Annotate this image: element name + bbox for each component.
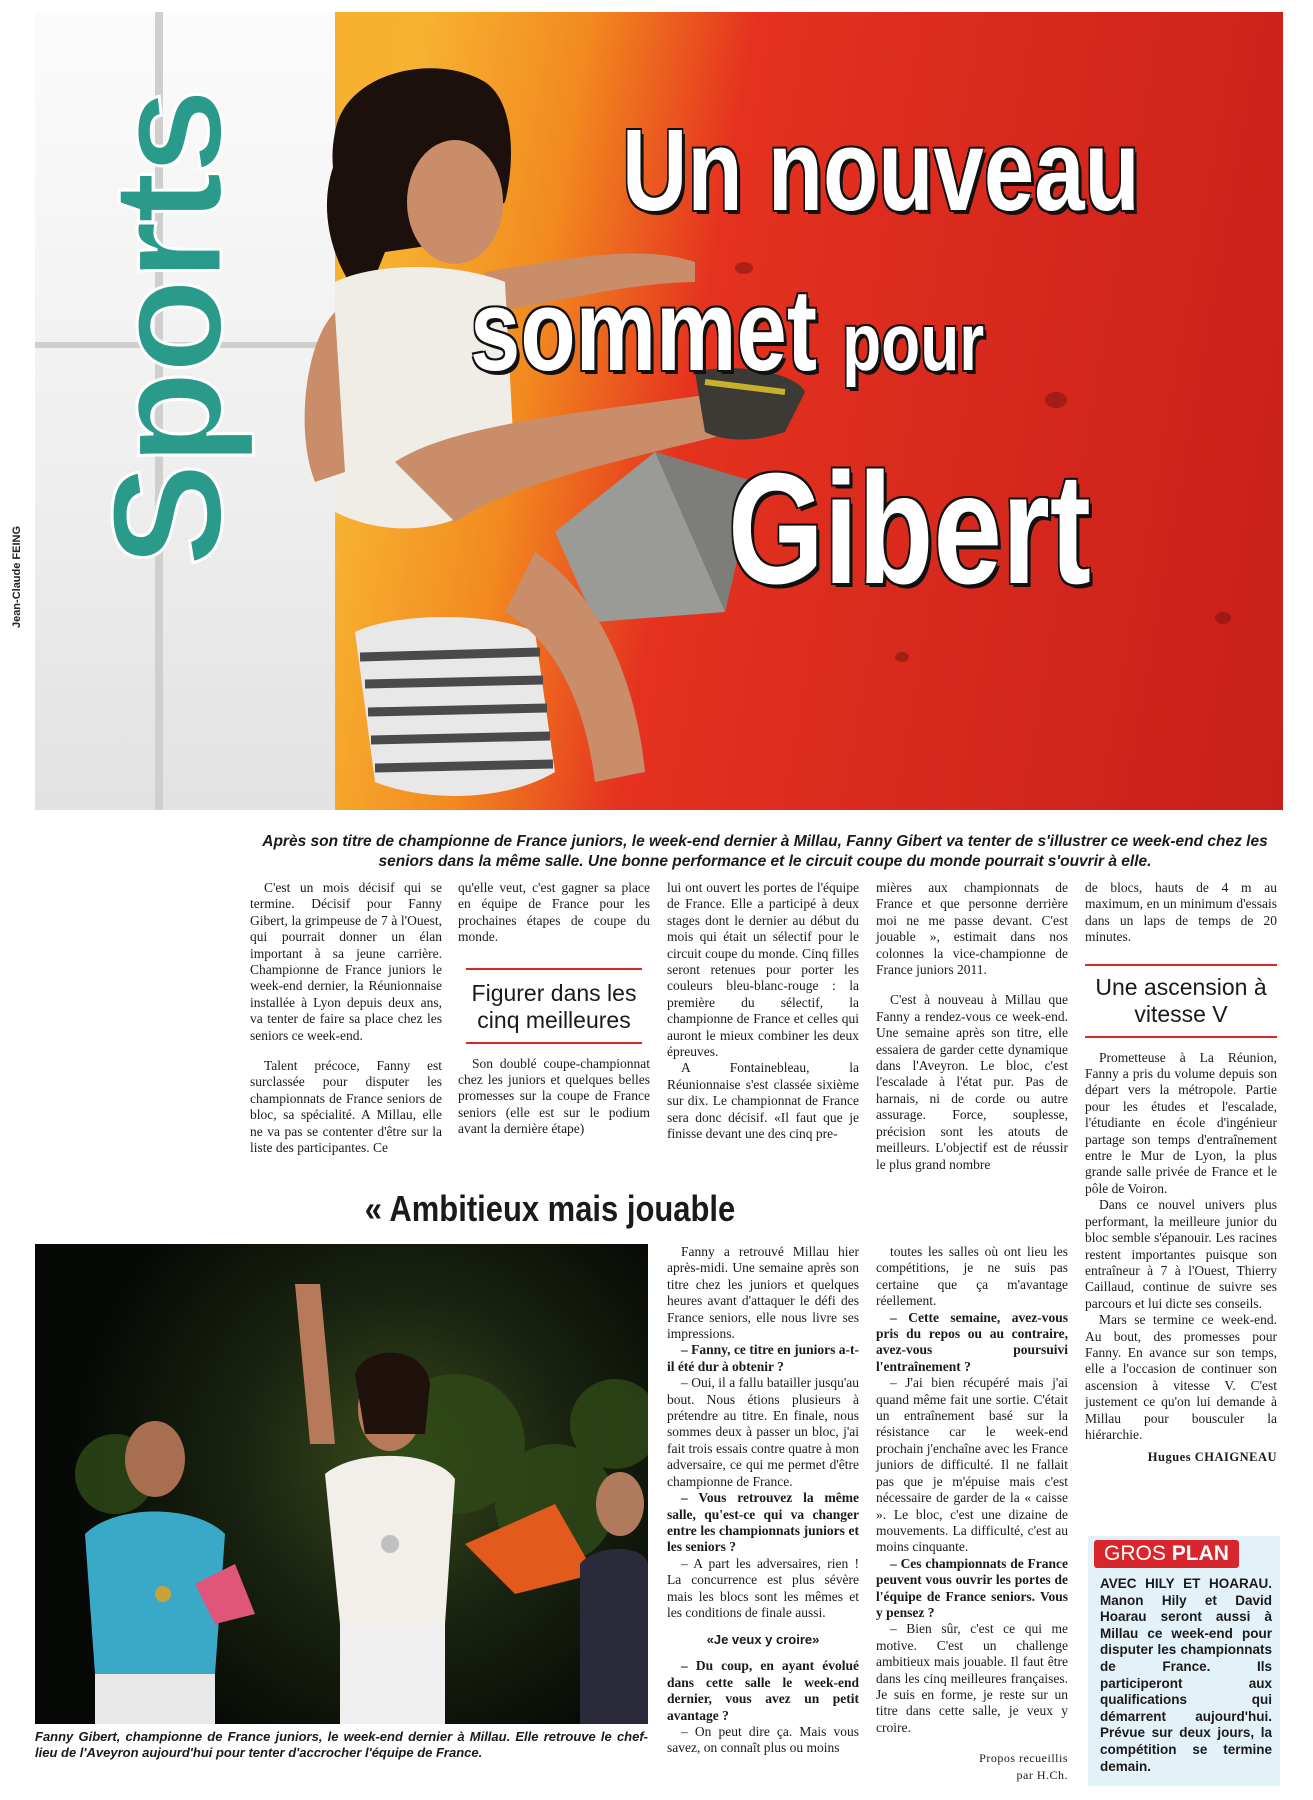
- article-column-2: [458, 880, 650, 1138]
- interview-credit: [876, 1750, 1068, 1783]
- interview-answer: – Bien sûr, c'est ce qui me motive. C'est un challenge ambitieux mais jouable. Il faut être dans les cinq meilleures françaises. Je suis en forme, je reste sur un titre dans cette salle, je veux y croire.: [876, 1621, 1068, 1735]
- paragraph: Son doublé coupe-championnat chez les juniors et quelques belles promesses sur la coupe de France seniors (elle est sur le podium avant la dernière étape): [458, 1055, 650, 1137]
- medal: [381, 1535, 399, 1553]
- podium-photo: [35, 1244, 648, 1724]
- headline-word: sommet: [470, 265, 843, 395]
- face: [407, 140, 503, 264]
- interview-title: « Ambitieux mais jouable: [364, 1188, 736, 1229]
- interview-answer: – J'ai bien récupéré mais j'ai quand même fait une sortie. C'était un entraînement basé sur la résistance car le week-end prochain j'enchaîne avec les France juniors de difficulté. Il ne fallait pas que je m'épuise mais c'est nécessaire de garder de la « caisse ». Le bloc, c'est une dizaine de mouvements. La difficulté, c'est au moins cinquante.: [876, 1375, 1068, 1555]
- article-column-4: [876, 880, 1068, 1173]
- paragraph: Prometteuse à La Réunion, Fanny a pris du volume depuis son départ vers la métropole. Partie pour les études et l'escalade, l'étudiante en école d'ingénieur partage son temps d'entraînement entre le Mur de Lyon, la plus grande salle privée de France et le pôle de Voiron.: [1085, 1049, 1277, 1196]
- article-column-5: [1085, 880, 1277, 1466]
- gros-plan-text: AVEC HILY ET HOARAU. Manon Hily et David Hoarau seront aussi à Millau ce week-end pour disputer les championnats de France. Ils participeront aux qualifications qui démarrent aujourd'hui. Prévue sur deux jours, la compétition se termine demain.: [1100, 1576, 1272, 1774]
- interview-question: – Du coup, en ayant évolué dans cette salle le week-end dernier, vous avez un petit avantage ?: [667, 1658, 859, 1723]
- paragraph: mières aux championnats de France et que personne derrière moi ne me passe devant. C'est jouable », estimait dans nos colonnes la vice-championne de France juniors 2011.: [876, 880, 1068, 978]
- paragraph: A Fontainebleau, la Réunionnaise s'est classée sixième sur dix. Le championnat de France sera donc décisif. «Il faut que je finisse devant une des cinq pre-: [667, 1060, 859, 1142]
- athlete-center-arm: [295, 1284, 335, 1444]
- paragraph: Dans ce nouvel univers plus performant, la meilleure junior du bloc semble s'épanouir. Les racines restent importantes puisque son entraîneur à 7 à l'Ouest, Thierry Caillaud, continue de suivre ses parcours et lui dicte ses conseils.: [1085, 1197, 1277, 1311]
- headline-line-2: [470, 265, 985, 395]
- interview-column-1: [667, 1244, 859, 1757]
- photo-caption: Fanny Gibert, championne de France juniors, le week-end dernier à Millau. Elle retrouve le chef-lieu de l'Aveyron aujourd'hui pour tenter d'accrocher l'équipe de France.: [35, 1729, 648, 1760]
- gros-plan-tag-bold: PLAN: [1171, 1542, 1229, 1565]
- interview-credit-line: par H.Ch.: [1016, 1767, 1068, 1782]
- subhead-rule: [1085, 1036, 1277, 1038]
- interview-answer: – A part les adversaires, rien ! La concurrence est plus sévère mais les blocs sont les mêmes et les conditions de finale aussi.: [667, 1555, 859, 1620]
- subhead-rule: [1085, 964, 1277, 966]
- subhead-rule: [466, 968, 642, 970]
- athlete-right-shirt: [580, 1549, 648, 1724]
- paragraph: Talent précoce, Fanny est surclassée pour disputer les championnats de France seniors de bloc, sa spécialité. A Millau, elle ne va pas se contenter d'être sur la liste des participantes. Ce: [250, 1058, 442, 1156]
- gros-plan-box: [1088, 1536, 1280, 1786]
- headline-line-1: Un nouveau: [622, 105, 1140, 235]
- interview-credit-line: Propos recueillis: [979, 1751, 1068, 1766]
- medal: [155, 1586, 171, 1602]
- paragraph: qu'elle veut, c'est gagner sa place en équipe de France pour les prochaines étapes de coupe du monde.: [458, 880, 650, 945]
- podium-illustration: [35, 1244, 648, 1724]
- interview-intro: Fanny a retrouvé Millau hier après-midi. Une semaine après son titre chez les juniors et quelques heures avant d'attaquer le défi des France seniors, elle nous livre ses impressions.: [667, 1244, 859, 1342]
- interview-answer: toutes les salles où ont lieu les compétitions, je ne suis pas certaine que ça m'avantage réellement.: [876, 1244, 1068, 1309]
- gros-plan-tag: [1094, 1540, 1239, 1568]
- interview-insert: «Je veux y croire»: [706, 1632, 820, 1648]
- subhead: Une ascension à vitesse V: [1095, 973, 1267, 1027]
- interview-question: – Cette semaine, avez-vous pris du repos ou au contraire, avez-vous poursuivi l'entraînement ?: [876, 1309, 1068, 1374]
- article-signature: Hugues CHAIGNEAU: [1147, 1450, 1277, 1465]
- article-lead: Après son titre de championne de France juniors, le week-end dernier à Millau, Fanny Gibert va tenter de s'illustrer ce week-end chez les seniors dans la même salle. Une bonne performance et le circuit coupe du monde pourrait s'ouvrir à elle.: [262, 833, 1268, 870]
- paragraph: C'est un mois décisif qui se termine. Décisif pour Fanny Gibert, la grimpeuse de 7 à l'Ouest, qui pourrait donner un élan important à sa jeune carrière. Championne de France juniors le week-end dernier, la Réunionnaise installée à Lyon depuis deux ans, va tenter de faire sa place chez les seniors ce week-end.: [250, 880, 442, 1043]
- subhead: Figurer dans les cinq meilleures: [471, 979, 637, 1033]
- interview-question: – Ces championnats de France peuvent vous ouvrir les portes de l'équipe de France seniors. Vous y pensez ?: [876, 1555, 1068, 1620]
- interview-question: – Vous retrouvez la même salle, qu'est-ce qui va changer entre les championnats juniors et les seniors ?: [667, 1490, 859, 1555]
- interview-answer: – Oui, il a fallu batailler jusqu'au bout. Nous étions plusieurs à prétendre au titre. En finale, nous sommes deux à passer un bloc, j'ai fait trois essais contre quatre à mon adversaire, ce qui me permet d'être championne de France.: [667, 1375, 859, 1489]
- subhead-rule: [466, 1042, 642, 1044]
- photo-credit: Jean-Claude FEING: [11, 525, 23, 629]
- paragraph: Mars se termine ce week-end. Au bout, des promesses pour Fanny. En avance sur son temps, elle a l'occasion de continuer son ascension à vitesse V. C'est justement ce qu'on lui demande à Millau pour bousculer la hiérarchie.: [1085, 1312, 1277, 1442]
- headline-line-3: Gibert: [728, 441, 1091, 617]
- article-column-3: [667, 880, 859, 1143]
- section-label: Sports: [81, 90, 255, 567]
- paragraph: lui ont ouvert les portes de l'équipe de France. Elle a participé à deux stages dont le dernier au début du mois qui était un sélectif pour le circuit coupe du monde. Cinq filles seront retenues pour porter les couleurs bleu-blanc-rouge : la première du sélectif, la championne de France et celles qui auront le mieux combiner les deux épreuves.: [667, 880, 859, 1060]
- paragraph: de blocs, hauts de 4 m au maximum, en un minimum d'essais dans un laps de temps de 20 minutes.: [1085, 880, 1277, 945]
- interview-question: – Fanny, ce titre en juniors a-t-il été dur à obtenir ?: [667, 1342, 859, 1374]
- paragraph: C'est à nouveau à Millau que Fanny a rendez-vous ce week-end. Une semaine après son titre, elle essaiera de garder cette dynamique dans l'Aveyron. Le bloc, c'est l'escalade à l'état pur. Pas de harnais, ni de corde ou autre assurage. Force, souplesse, précision sont les atouts de meilleurs. L'objectif est de réussir le plus grand nombre: [876, 992, 1068, 1172]
- article-column-1: [250, 880, 442, 1157]
- interview-answer: – On peut dire ça. Mais vous savez, on connaît plus ou moins: [667, 1723, 859, 1756]
- gros-plan-tag-light: GROS: [1104, 1542, 1172, 1565]
- headline-word-small: pour: [842, 297, 985, 388]
- athlete-right-face: [596, 1472, 644, 1536]
- athlete-left-face: [125, 1421, 185, 1497]
- interview-column-2: [876, 1244, 1068, 1783]
